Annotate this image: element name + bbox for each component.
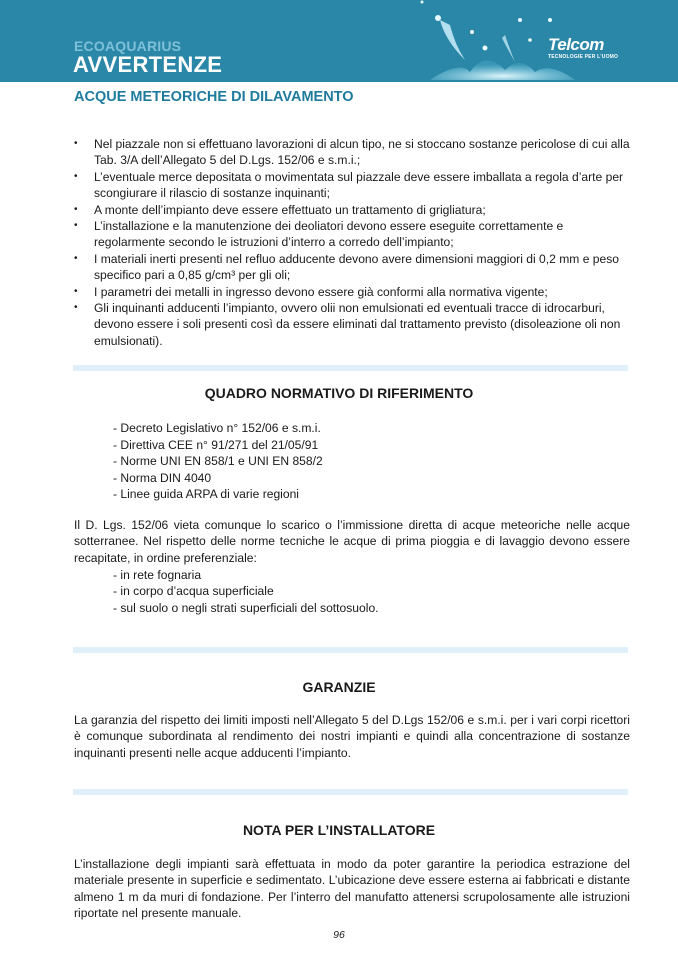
section-subtitle: ACQUE METEORICHE DI DILAVAMENTO (74, 89, 354, 105)
list-item: - sul suolo o negli strati superficiali del sottosuolo. (113, 600, 379, 615)
bullet-icon: • (74, 203, 78, 215)
bullet-icon: • (74, 302, 78, 314)
page-number: 96 (333, 929, 345, 941)
list-item-text: L’eventuale merce depositata o movimentata sul piazzale deve essere imballata a regola d’arte per scongiurare il rilascio di sostanze inquinanti; (94, 169, 624, 201)
list-item: - in corpo d’acqua superficiale (113, 584, 274, 599)
list-item: - Norma DIN 4040 (113, 470, 212, 485)
garanzie-paragraph: La garanzia del rispetto dei limiti imposti nell’Allegato 5 del D.Lgs 152/06 e s.m.i. per i vari corpi ricettori è comunque subordinata al rendimento dei nostri impianti e quindi alla concentrazione di sostanze inquinanti presenti nelle acque adducenti l’impianto. (74, 713, 630, 760)
norm-list (113, 420, 323, 503)
list-item (74, 251, 630, 284)
bullet-icon: • (74, 170, 78, 182)
bullet-icon: • (74, 138, 78, 149)
bullet-icon: • (74, 285, 78, 297)
list-item-text: Gli inquinanti adducenti l’impianto, ovvero olii non emulsionati ed eventuali tracce di idrocarburi, devono essere i soli presenti così da essere eliminati dal trattamento previsto (disoleazione oli non emulsionati). (94, 301, 621, 348)
quadro-paragraph: Il D. Lgs. 152/06 vieta comunque lo scarico o l’immissione diretta di acque meteoriche nelle acque sotterranee. Nel rispetto delle norme tecniche le acque di prima pioggia e di lavaggio devono essere recapitate, in ordine preferenziale: (74, 518, 630, 565)
nota-heading: NOTA PER L’INSTALLATORE (242, 822, 436, 838)
quadro-heading: QUADRO NORMATIVO DI RIFERIMENTO (204, 385, 474, 401)
list-item (74, 169, 630, 202)
list-item: - Decreto Legislativo n° 152/06 e s.m.i. (113, 421, 321, 435)
bullet-icon: • (74, 220, 78, 232)
list-item (74, 136, 630, 169)
logo-tagline: TECNOLOGIE PER L'UOMO (548, 54, 619, 60)
list-item: - Direttiva CEE n° 91/271 del 21/05/91 (113, 437, 319, 452)
list-item (74, 300, 630, 349)
telcom-logo (548, 36, 618, 60)
list-item (74, 284, 630, 300)
list-item-text: I materiali inerti presenti nel refluo adducente devono avere dimensioni maggiori di 0,2 mm e peso specifico pari a 0,85 g/cm³ per gli oli; (94, 251, 620, 283)
header-band (0, 0, 678, 82)
recipient-list (113, 567, 379, 616)
requirements-list (74, 136, 630, 349)
list-item-text: I parametri dei metalli in ingresso devono essere già conformi alla normativa vigente; (94, 284, 548, 299)
list-item-text: L’installazione e la manutenzione dei deoliatori devono essere eseguite correttamente e regolarmente secondo le istruzioni d’interro a corredo dell’impianto; (94, 219, 564, 250)
list-item-text: Nel piazzale non si effettuano lavorazioni di alcun tipo, ne si stoccano sostanze pericolose di cui alla Tab. 3/A dell’Allegato 5 del D.Lgs. 152/06 e s.m.i.; (94, 137, 630, 168)
nota-paragraph: L’installazione degli impianti sarà effettuata in modo da poter garantire la periodica estrazione del materiale presente in superficie e sedimentato. L’ubicazione deve essere esterna ai fabbricati e distante almeno 1 m da muri di fondazione. Per l’interro del manufatto attenersi scrupolosamente alle istruzioni riportate nel presente manuale. (74, 857, 630, 921)
list-item: - Norme UNI EN 858/1 e UNI EN 858/2 (113, 454, 323, 469)
brand-name: ECOAQUARIUS (74, 38, 182, 54)
section-divider (73, 789, 628, 795)
list-item: - Linee guida ARPA di varie regioni (113, 487, 299, 502)
list-item: - in rete fognaria (113, 568, 202, 582)
logo-name: Telcom (548, 35, 604, 54)
page-title: AVVERTENZE (73, 52, 223, 77)
section-divider (73, 647, 628, 653)
list-item (74, 218, 630, 251)
list-item (74, 202, 630, 218)
section-divider (73, 365, 628, 371)
garanzie-heading: GARANZIE (302, 679, 376, 695)
bullet-icon: • (74, 252, 78, 264)
list-item-text: A monte dell’impianto deve essere effettuato un trattamento di grigliatura; (94, 202, 486, 217)
